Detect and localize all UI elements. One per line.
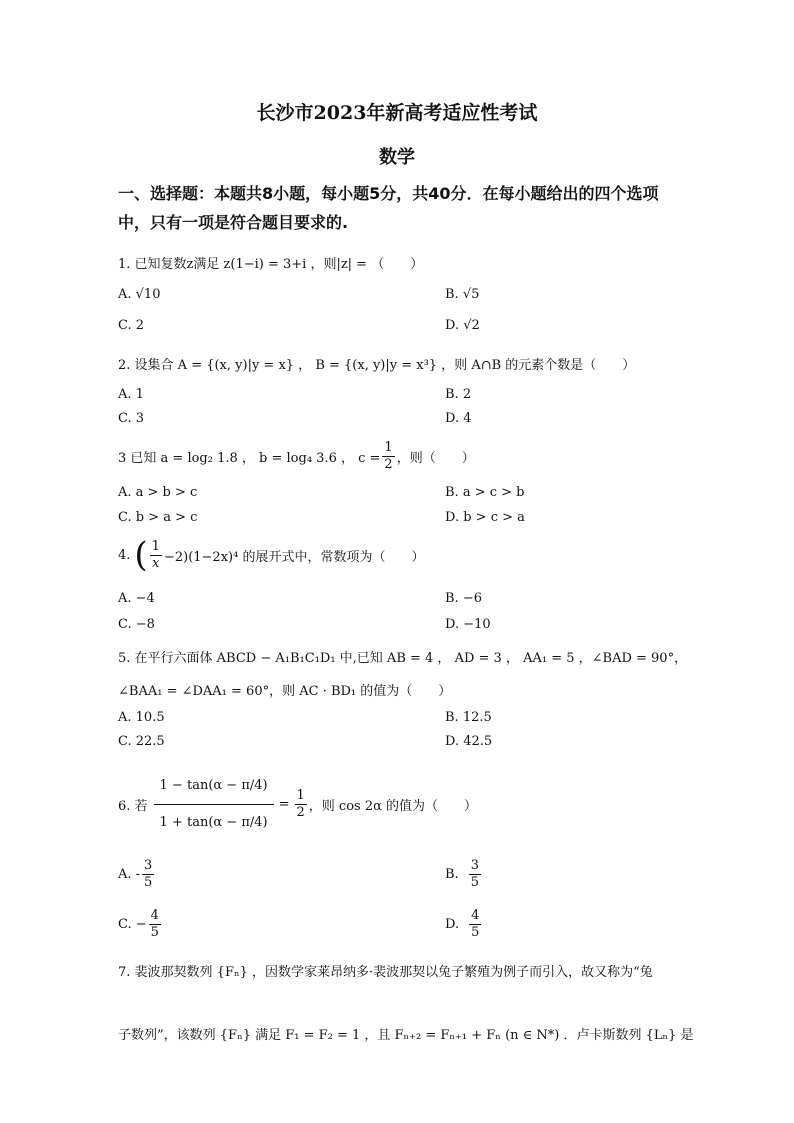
section-heading-line2: 中，只有一项是符合题目要求的. <box>118 213 349 232</box>
question-7-line1: 7. 裴波那契数列 {Fₙ} ，因数学家莱昂纳多·裴波那契以兔子繁殖为例子而引入，故又称为“兔 <box>118 965 653 980</box>
question-3-c-numerator: 1 <box>384 440 393 455</box>
question-6-option-c-numerator: 4 <box>150 908 159 923</box>
question-6-option-c <box>118 908 163 941</box>
question-6-option-b-denominator: 5 <box>470 875 479 890</box>
question-4-option-b: B. −6 <box>445 591 482 606</box>
question-2-option-b: B. 2 <box>445 387 472 402</box>
question-3-option-b: B. a > c > b <box>445 485 525 500</box>
question-4-option-a: A. −4 <box>118 591 155 606</box>
question-6-option-c-label: C. − <box>118 917 147 932</box>
question-6-option-a-fraction <box>142 858 154 891</box>
question-1-stem: 1. 已知复数z满足 z(1−i) = 3+i ，则|z| = （ ） <box>118 257 424 272</box>
question-6-option-c-fraction <box>149 908 161 941</box>
question-4-option-d: D. −10 <box>445 617 491 632</box>
question-4-open-paren: ( <box>134 535 148 575</box>
question-4-expression: −2)(1−2x)⁴ 的展开式中，常数项为（ ） <box>163 549 425 565</box>
question-3-c-denominator: 2 <box>384 457 393 472</box>
question-2-option-d: D. 4 <box>445 411 472 426</box>
section-heading-line1: 一、选择题：本题共8小题，每小题5分，共40分．在每小题给出的四个选项 <box>118 184 659 203</box>
question-6-option-a-denominator: 5 <box>144 875 153 890</box>
question-6-rhs-denominator: 2 <box>296 805 305 820</box>
question-3-stem-suffix: ，则（ ） <box>396 451 475 466</box>
question-3-stem-prefix: 3 已知 a = log₂ 1.8 ， b = log₄ 3.6 ， c = <box>118 451 381 466</box>
question-6-rhs-fraction <box>295 788 307 821</box>
question-4-denominator: x <box>152 555 160 571</box>
question-6-option-d-fraction <box>469 908 481 941</box>
question-6-option-d <box>445 908 483 941</box>
question-2-stem: 2. 设集合 A = {(x, y)|y = x} ， B = {(x, y)|y = x³} ，则 A∩B 的元素个数是（ ） <box>118 358 636 373</box>
question-6-denominator: 1 + tan(α − π/4) <box>159 815 268 830</box>
question-5-option-a: A. 10.5 <box>118 710 165 725</box>
question-6-option-c-denominator: 5 <box>150 925 159 940</box>
question-6-option-d-label: D. <box>445 917 460 932</box>
question-6-option-b-fraction <box>469 858 481 891</box>
subject-title: 数学 <box>379 147 415 168</box>
question-4-fraction <box>150 539 162 572</box>
question-5-option-d: D. 42.5 <box>445 734 493 749</box>
question-6-option-a-numerator: 3 <box>144 858 153 873</box>
question-6-option-a-label: A. - <box>118 867 141 882</box>
question-6-option-b-label: B. <box>445 867 459 882</box>
question-6-option-b <box>445 858 483 891</box>
question-6-equals: = <box>278 797 290 812</box>
question-6-label: 6. 若 <box>118 799 148 814</box>
question-6-rhs-numerator: 1 <box>296 788 305 803</box>
question-2-option-c: C. 3 <box>118 411 145 426</box>
question-4-option-c: C. −8 <box>118 617 155 632</box>
question-1-option-a: A. √10 <box>118 287 161 302</box>
question-5-line1: 5. 在平行六面体 ABCD − A₁B₁C₁D₁ 中,已知 AB = 4 ， AD = 3 ， AA₁ = 5 ，∠BAD = 90°， <box>118 651 688 666</box>
question-1-option-b: B. √5 <box>445 287 480 302</box>
question-3-c-fraction <box>382 440 394 473</box>
question-5-line2: ∠BAA₁ = ∠DAA₁ = 60°，则 AC · BD₁ 的值为（ ） <box>118 684 452 699</box>
question-3-stem <box>118 440 475 473</box>
question-6-big-fraction <box>154 768 274 841</box>
question-6-stem <box>118 768 477 841</box>
question-1-option-d: D. √2 <box>445 318 480 333</box>
question-6-numerator: 1 − tan(α − π/4) <box>154 768 274 805</box>
question-4-stem <box>118 535 425 575</box>
question-7-line2: 子数列”，该数列 {Fₙ} 满足 F₁ = F₂ = 1 ，且 Fₙ₊₂ = Fₙ₊₁ + Fₙ (n ∈ N*) ．卢卡斯数列 {Lₙ} 是 <box>118 1028 694 1043</box>
question-2-option-a: A. 1 <box>118 387 144 402</box>
question-6-option-d-numerator: 4 <box>471 908 480 923</box>
question-5-option-c: C. 22.5 <box>118 734 165 749</box>
page-title: 长沙市2023年新高考适应性考试 <box>256 102 538 124</box>
question-6-option-a <box>118 858 156 891</box>
question-3-option-d: D. b > c > a <box>445 510 525 525</box>
question-1-option-c: C. 2 <box>118 318 145 333</box>
question-6-suffix: ，则 cos 2α 的值为（ ） <box>308 799 478 814</box>
question-6-option-d-denominator: 5 <box>471 925 480 940</box>
question-3-option-a: A. a > b > c <box>118 485 198 500</box>
question-5-option-b: B. 12.5 <box>445 710 492 725</box>
question-3-option-c: C. b > a > c <box>118 510 198 525</box>
question-4-numerator: 1 <box>151 538 160 554</box>
question-6-option-b-numerator: 3 <box>470 858 479 873</box>
question-4-label: 4. <box>118 547 131 563</box>
